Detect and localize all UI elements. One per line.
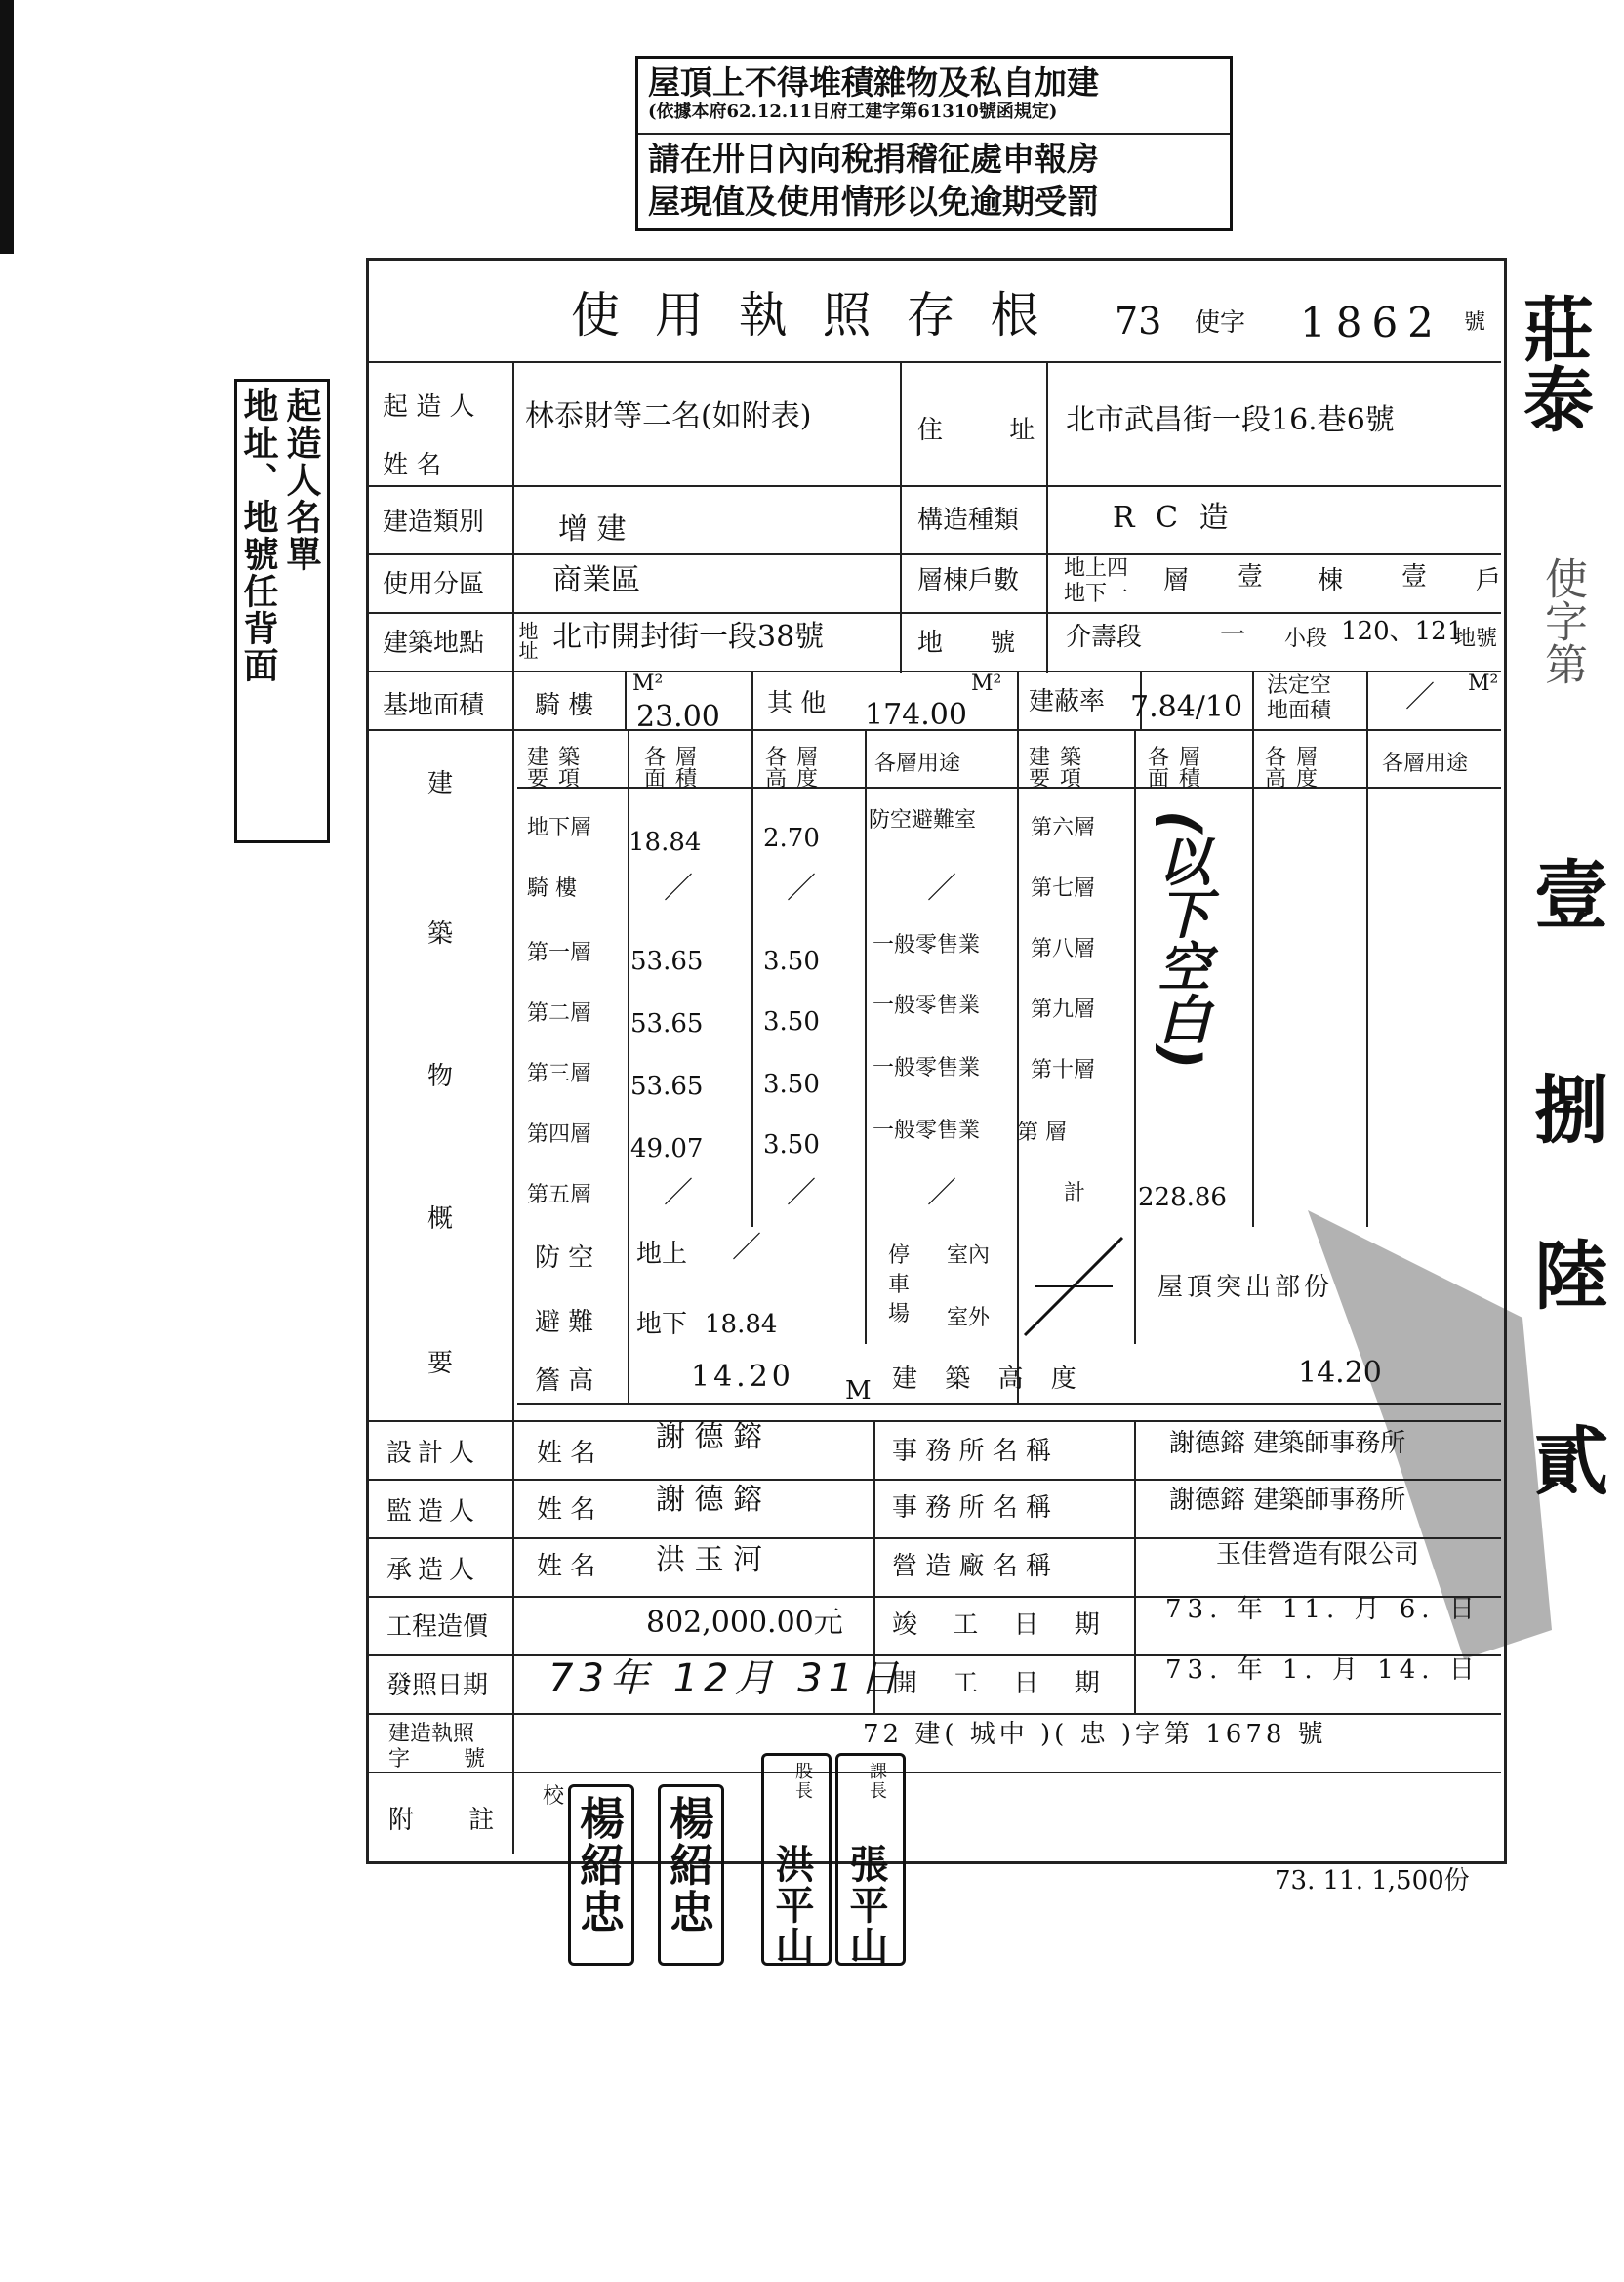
arcade-value: 23.00: [636, 700, 720, 734]
floors-below: 地下一: [1064, 582, 1129, 606]
start-date: 73. 年 1. 月 14. 日: [1165, 1655, 1481, 1685]
seal-4: [835, 1753, 906, 1966]
open-label-1: 法定空: [1267, 673, 1332, 698]
eaves-value: 14.20: [691, 1360, 794, 1394]
notice-line4: 屋現值及使用情形以免逾期受罰: [648, 183, 1099, 221]
right-stamp-6: 貳: [1534, 1418, 1608, 1505]
build-type-label: 建造類別: [383, 508, 485, 537]
floor-r6-name: 計: [1064, 1181, 1086, 1205]
contractor-name-label: 姓 名: [537, 1552, 596, 1581]
header-height-2: 各層高度: [1265, 746, 1328, 792]
zone-label: 使用分區: [383, 570, 485, 599]
notice-stamp: [635, 56, 1233, 231]
floor-2-name: 第一層: [527, 941, 592, 965]
blank-note: (以下空白): [1150, 810, 1211, 1070]
contractor-office: 玉佳營造有限公司: [1216, 1540, 1420, 1569]
cost-value: 802,000.00元: [646, 1606, 843, 1640]
supervisor-name-label: 姓 名: [537, 1495, 596, 1525]
floor-6-use: ／: [927, 1176, 956, 1210]
contractor-office-label: 營 造 廠 名 稱: [892, 1552, 1052, 1581]
floors-label: 層棟戶數: [917, 566, 1020, 595]
floor-4-use: 一般零售業: [873, 1056, 981, 1080]
parking-3: 場: [888, 1302, 911, 1326]
right-stamp-2: 使字第: [1537, 556, 1587, 685]
header-use: 各層用途: [874, 752, 961, 776]
floor-0-name: 地下層: [527, 816, 592, 840]
summary-char-3: 物: [427, 1062, 454, 1091]
floor-r2-name: 第八層: [1031, 937, 1096, 961]
bldg-count: 壹: [1238, 562, 1264, 591]
floor-1-name: 騎 樓: [527, 876, 577, 901]
floor-r6-area: 228.86: [1138, 1183, 1227, 1212]
seal-4-name: 張平山: [843, 1844, 889, 1967]
site-label: 基地面積: [383, 691, 485, 720]
designer-name: 謝 德 鎔: [656, 1420, 763, 1454]
owner-value: 林忝財等二名(如附表): [525, 399, 812, 433]
floor-3-use: 一般零售業: [873, 994, 981, 1018]
summary-char-5: 要: [427, 1349, 454, 1378]
lot-numbers: 120、121: [1341, 617, 1464, 646]
parking-indoor: 室內: [947, 1243, 991, 1268]
footer-print: 73. 11. 1,500份: [1275, 1866, 1470, 1895]
page-title: 使 用 執 照 存 根: [571, 287, 1049, 344]
floor-4-height: 3.50: [763, 1070, 820, 1099]
lot-subsection: 小段: [1284, 627, 1328, 651]
bldg-height-value: 14.20: [1298, 1356, 1382, 1390]
floor-5-use: 一般零售業: [873, 1119, 981, 1143]
shelter-below-label: 地下: [636, 1310, 688, 1339]
designer-office: 謝德鎔 建築師事務所: [1169, 1429, 1406, 1458]
seal-2: [658, 1784, 724, 1966]
contractor-name: 洪 玉 河: [656, 1543, 763, 1577]
address-value: 北市武昌街一段16.巷6號: [1066, 403, 1395, 437]
supervisor-office-label: 事 務 所 名 稱: [892, 1493, 1052, 1523]
structure-value: R C 造: [1113, 501, 1235, 535]
location-value: 北市開封街一段38號: [552, 620, 825, 654]
floor-1-use: ／: [927, 872, 956, 906]
bldg-unit: 棟: [1318, 566, 1344, 595]
stamp-smudge: [1269, 1171, 1562, 1659]
floor-2-height: 3.50: [763, 947, 820, 976]
floor-2-use: 一般零售業: [873, 933, 981, 958]
binding-edge: [0, 0, 14, 254]
floor-r1-name: 第七層: [1031, 876, 1096, 901]
supervisor-name: 謝 德 鎔: [656, 1483, 763, 1517]
right-stamp-1: 莊泰: [1512, 293, 1595, 433]
owner-label-2: 姓 名: [383, 451, 442, 480]
designer-office-label: 事 務 所 名 稱: [892, 1437, 1052, 1466]
floor-4-name: 第三層: [527, 1062, 592, 1086]
header-year: 73: [1115, 300, 1162, 343]
supervisor-office: 謝德鎔 建築師事務所: [1169, 1486, 1406, 1515]
owner-label-1: 起 造 人: [383, 392, 475, 422]
header-use-2: 各層用途: [1382, 752, 1469, 776]
permit-value: 72 建( 城中 )( 忠 )字第 1678 號: [863, 1720, 1327, 1749]
shelter-label-2: 避 難: [535, 1308, 594, 1337]
floor-5-height: 3.50: [763, 1130, 820, 1160]
lot-label: 地 號: [917, 629, 1035, 658]
floor-3-name: 第二層: [527, 1001, 592, 1026]
seal-3-name: 洪平山: [769, 1844, 815, 1967]
shelter-above-value: ／: [732, 1231, 761, 1265]
note-tag: 校: [543, 1784, 565, 1809]
lot-section: 介壽段: [1066, 623, 1143, 652]
side-note: [234, 379, 330, 843]
shelter-above-label: 地上: [636, 1240, 688, 1269]
header-area-2: 各層面積: [1148, 746, 1211, 792]
seal-4-title: 課長: [867, 1762, 887, 1801]
seal-3: [761, 1753, 832, 1966]
eaves-label: 簷 高: [535, 1366, 594, 1396]
summary-char-2: 築: [427, 919, 454, 949]
designer-role: 設計人: [386, 1439, 481, 1468]
other-value: 174.00: [865, 698, 967, 732]
issue-date: 73年 12月 31日: [548, 1656, 905, 1701]
address-label: 住 址: [917, 416, 1065, 445]
structure-label: 構造種類: [917, 506, 1020, 535]
supervisor-role: 監造人: [386, 1497, 481, 1527]
parking-1: 停: [888, 1243, 911, 1268]
right-stamp-4: 捌: [1534, 1067, 1608, 1154]
floor-r0-name: 第六層: [1031, 816, 1096, 840]
floor-1-height: ／: [787, 872, 816, 906]
header-suffix: 號: [1464, 310, 1486, 335]
floor-6-area: ／: [664, 1176, 693, 1210]
side-note-col1: 起造人名單: [281, 387, 322, 573]
notice-line2: (依據本府62.12.11日府工建字第61310號函規定): [648, 102, 1058, 122]
ratio-label: 建蔽率: [1029, 687, 1106, 716]
ratio-value: 7.84/10: [1130, 690, 1243, 724]
seal-3-title: 股長: [792, 1762, 813, 1801]
floor-r3-name: 第九層: [1031, 998, 1096, 1022]
done-date: 73. 年 11. 月 6. 日: [1165, 1595, 1481, 1624]
floor-5-name: 第四層: [527, 1122, 592, 1147]
floor-3-area: 53.65: [630, 1009, 704, 1039]
open-value: ／: [1405, 680, 1435, 714]
header-item: 建築要項: [527, 746, 590, 792]
floor-6-height: ／: [787, 1176, 816, 1210]
seal-2-name: 楊紹忠: [663, 1795, 715, 1936]
header-height: 各層高度: [765, 746, 829, 792]
right-stamp-3: 壹: [1534, 852, 1608, 939]
site-unit-1: M²: [632, 672, 664, 696]
floor-unit: 層: [1163, 566, 1190, 595]
shelter-below-value: 18.84: [705, 1310, 778, 1339]
bldg-height-label: 建 築 高 度: [892, 1365, 1086, 1394]
open-label-2: 地面積: [1267, 699, 1332, 723]
other-label: 其 他: [767, 689, 827, 718]
done-label: 竣 工 日 期: [892, 1610, 1114, 1640]
parking-2: 車: [888, 1273, 911, 1297]
zone-value: 商業區: [552, 563, 640, 597]
build-type-value: 增 建: [558, 512, 627, 547]
arcade-label: 騎 樓: [535, 691, 594, 720]
floor-6-name: 第五層: [527, 1183, 592, 1207]
site-unit-3: M²: [1468, 672, 1499, 696]
floor-3-height: 3.50: [763, 1007, 820, 1037]
floor-r4-name: 第十層: [1031, 1058, 1096, 1082]
notice-line3: 請在卅日內向稅捐稽征處申報房: [648, 140, 1099, 178]
seal-1: [568, 1784, 634, 1966]
notice-line1: 屋頂上不得堆積雜物及私自加建: [648, 63, 1099, 102]
summary-char-4: 概: [427, 1204, 454, 1234]
header-area: 各層面積: [644, 746, 708, 792]
shelter-label-1: 防 空: [535, 1243, 594, 1273]
floor-r5-name: 第 層: [1017, 1121, 1067, 1145]
floor-0-height: 2.70: [763, 824, 820, 853]
floor-5-area: 49.07: [630, 1134, 704, 1163]
designer-name-label: 姓 名: [537, 1439, 596, 1468]
right-stamp-5: 陸: [1534, 1233, 1608, 1320]
parking-outdoor: 室外: [947, 1306, 991, 1330]
parking-slash: [1015, 1228, 1132, 1345]
side-note-col2: 地址、地號任背面: [238, 387, 279, 684]
start-label: 開 工 日 期: [892, 1669, 1114, 1698]
house-unit: 戶: [1476, 566, 1502, 595]
floors-above: 地上四: [1064, 556, 1129, 581]
location-addr-tag: 地址: [515, 621, 539, 660]
lot-unit: 地號: [1454, 627, 1498, 651]
floor-4-area: 53.65: [630, 1072, 704, 1101]
cost-label: 工程造價: [386, 1612, 489, 1642]
floor-2-area: 53.65: [630, 947, 704, 976]
floor-1-area: ／: [664, 872, 693, 906]
eaves-unit: M: [845, 1376, 872, 1406]
header-char: 使字: [1195, 308, 1246, 338]
site-unit-2: M²: [971, 672, 1002, 696]
seal-1-name: 楊紹忠: [573, 1795, 626, 1936]
header-item-2: 建築要項: [1029, 746, 1092, 792]
contractor-role: 承造人: [386, 1556, 481, 1585]
location-label: 建築地點: [383, 629, 485, 658]
permit-label-1: 建造執照: [388, 1722, 475, 1746]
lot-sub: 一: [1220, 621, 1246, 650]
note-label: 附 註: [388, 1806, 518, 1835]
floor-0-use: 防空避難室: [869, 808, 977, 833]
permit-label-2: 字 號: [388, 1747, 508, 1772]
header-number: 1862: [1300, 299, 1443, 346]
summary-char-1: 建: [427, 769, 454, 798]
roof-projection: 屋頂突出部份: [1157, 1273, 1334, 1302]
floor-0-area: 18.84: [629, 828, 702, 857]
issue-label: 發照日期: [386, 1671, 489, 1700]
house-count: 壹: [1401, 562, 1428, 591]
